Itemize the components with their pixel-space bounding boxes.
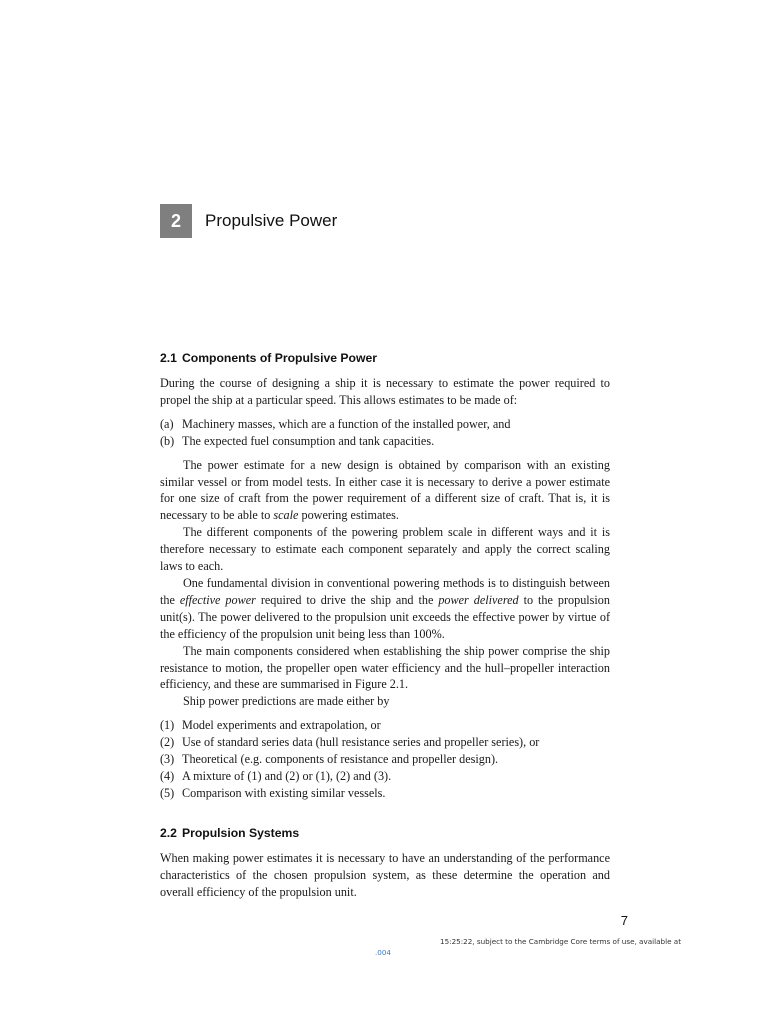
page-number: 7 <box>620 913 628 928</box>
chapter-title: Propulsive Power <box>205 211 338 230</box>
section-number: 2.2 <box>160 825 177 840</box>
list-marker: (1) <box>160 718 175 733</box>
chapter-number-badge: 2 <box>160 204 192 238</box>
list-item-text: A mixture of (1) and (2) or (1), (2) and (3). <box>182 768 392 783</box>
list-marker: (b) <box>160 433 175 448</box>
section-number: 2.1 <box>160 351 177 365</box>
section-title: Propulsion Systems <box>181 825 300 840</box>
paragraph-predictions: Ship power predictions are made either by <box>183 694 390 709</box>
list-marker: (4) <box>160 768 175 783</box>
text-run: powering estimates. <box>298 508 399 523</box>
list-item-text: Theoretical (e.g. components of resistance and propeller design). <box>182 752 499 767</box>
list-item <box>160 717 610 734</box>
emphasis-effective-power: effective power <box>179 592 256 607</box>
paragraph-propulsion-systems: When making power estimates it is necessary to have an understanding of the performance characteristics of the chosen propulsion system, as these determine the operation and overall efficiency of the propulsion unit. <box>160 850 610 899</box>
chapter-header <box>160 204 337 238</box>
list-prediction-methods <box>160 717 610 802</box>
list-item <box>160 416 610 433</box>
list-marker: (a) <box>160 416 174 431</box>
paragraph-components: The different components of the powering problem scale in different ways and it is therefore necessary to estimate each component separately and apply the correct scaling laws to each. <box>160 525 610 574</box>
list-item <box>160 734 610 751</box>
section-title: Components of Propulsive Power <box>181 351 377 365</box>
list-marker: (5) <box>160 785 175 800</box>
list-item <box>160 433 610 450</box>
footer-doi-link[interactable]: .004 <box>375 948 392 957</box>
list-marker: (2) <box>160 735 175 750</box>
list-item-text: Use of standard series data (hull resistance series and propeller series), or <box>182 735 540 750</box>
paragraph-main-components: The main components considered when establishing the ship power comprise the ship resistance to motion, the propeller open water efficiency and the hull–propeller interaction efficiency, and these are summarised in Figure 2.1. <box>160 643 610 692</box>
list-item-text: Comparison with existing similar vessels. <box>182 785 386 800</box>
footer-terms-note: 15:25:22, subject to the Cambridge Core terms of use, available at <box>440 937 682 946</box>
text-run: The power estimate for a new design is obtained by comparison with an existing similar vessel or from model tests. In either case it is necessary to derive a power estimate for one size of craft from the power requirement of a different size of craft. That is, it is necessary to be able to <box>160 457 610 523</box>
list-item-text: The expected fuel consumption and tank capacities. <box>182 433 435 448</box>
list-item-text: Machinery masses, which are a function of the installed power, and <box>182 416 511 431</box>
list-marker: (3) <box>160 752 175 767</box>
emphasis-scale: scale <box>273 508 299 523</box>
emphasis-power-delivered: power delivered <box>438 592 519 607</box>
paragraph-power-estimate <box>160 457 610 525</box>
list-item <box>160 751 610 768</box>
section-heading-2-1 <box>160 350 610 366</box>
list-item <box>160 768 610 785</box>
list-item <box>160 785 610 802</box>
paragraph-intro: During the course of designing a ship it is necessary to estimate the power required to propel the ship at a particular speed. This allows estimates to be made of: <box>160 376 610 407</box>
paragraph-fundamental-division <box>160 575 610 643</box>
text-run: required to drive the ship and the <box>255 592 439 607</box>
text-run: One fundamental division in conventional powering methods is to distinguish between the <box>160 575 610 607</box>
main-content <box>160 350 610 900</box>
list-item-text: Model experiments and extrapolation, or <box>182 718 381 733</box>
text-run: to the propulsion unit(s). The power delivered to the propulsion unit exceeds the effective power by virtue of the efficiency of the propulsion unit being less than 100%. <box>160 592 610 641</box>
section-heading-2-2 <box>160 825 610 841</box>
list-estimates <box>160 416 610 450</box>
